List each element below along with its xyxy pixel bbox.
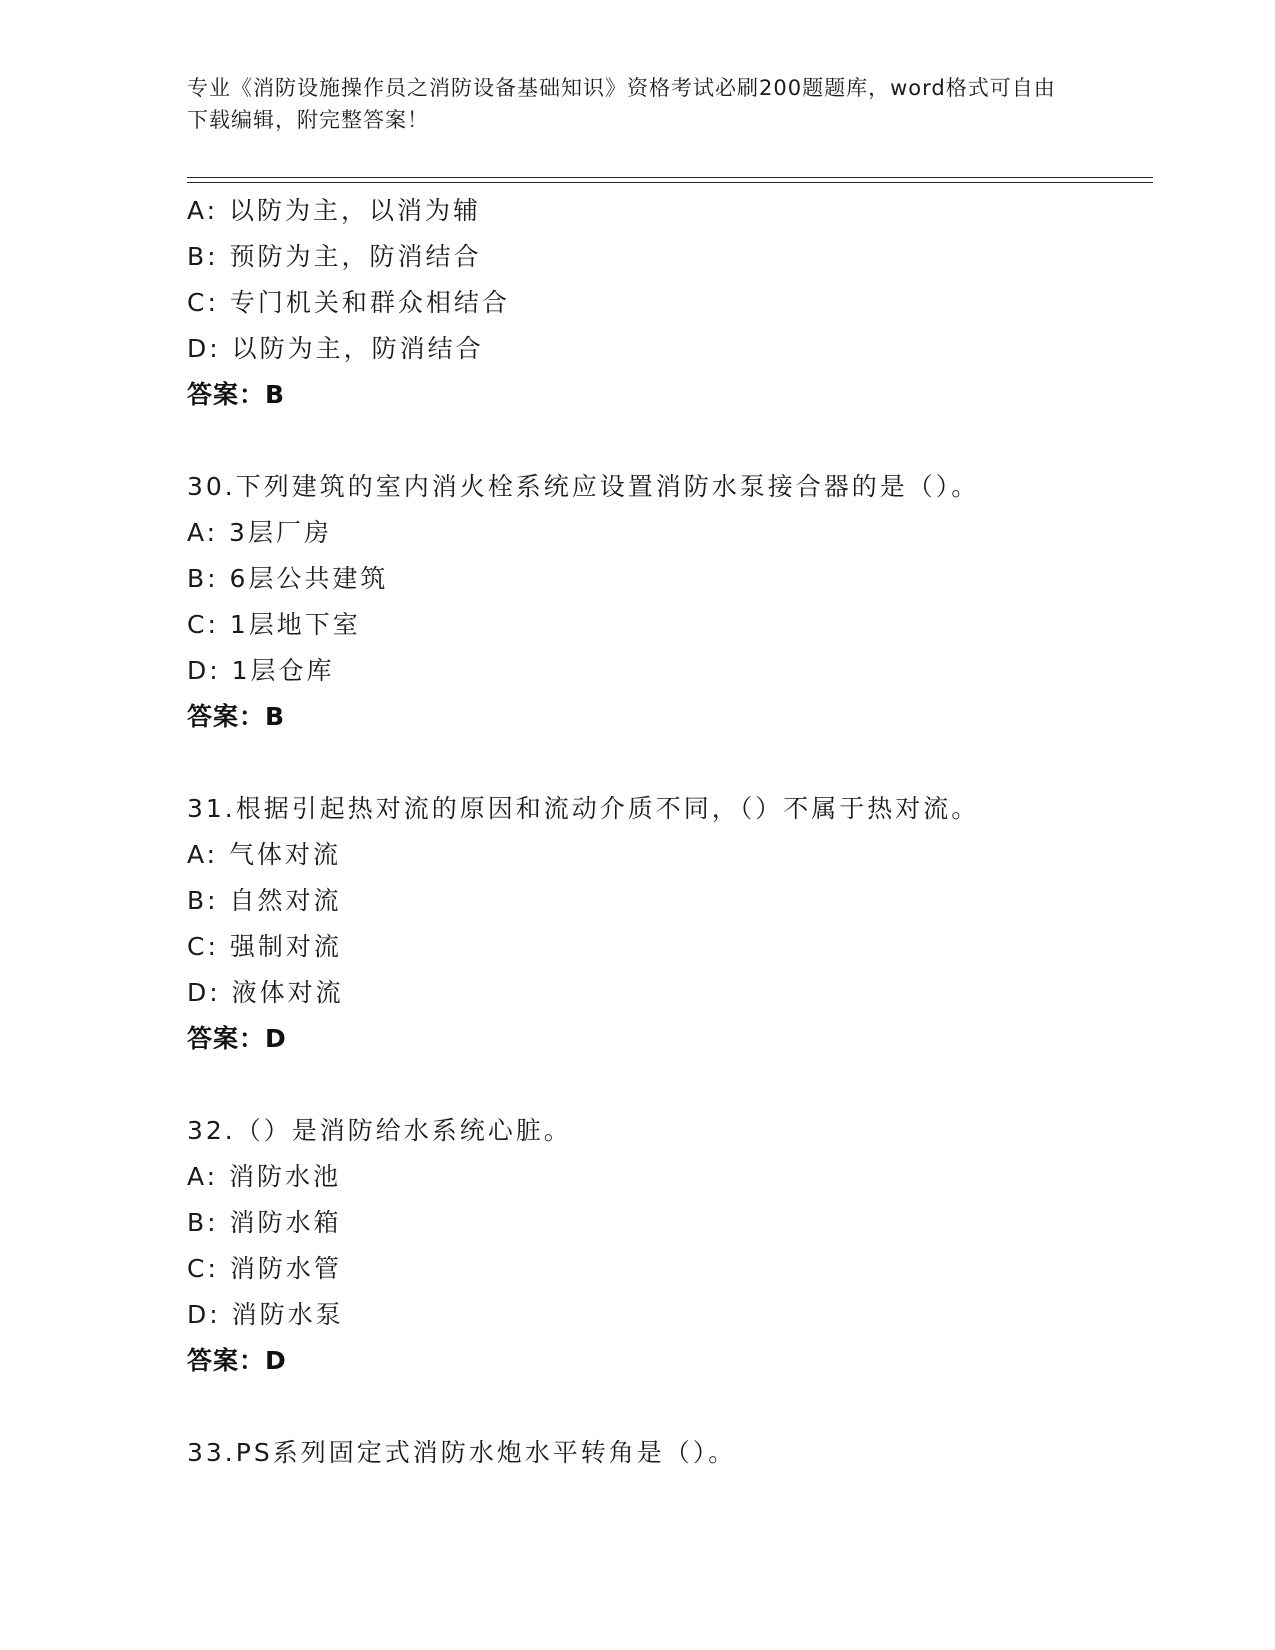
question-stem: 33.PS系列固定式消防水炮水平转角是（）。 xyxy=(187,1438,737,1467)
document-header: 专业《消防设施操作员之消防设备基础知识》资格考试必刷200题题库，word格式可自由下载编辑，附完整答案！ xyxy=(187,76,1056,132)
option-d: D: 液体对流 xyxy=(187,978,344,1007)
option-d: D: 以防为主，防消结合 xyxy=(187,334,484,363)
question-content xyxy=(187,188,1153,1476)
question-stem: 32.（）是消防给水系统心脏。 xyxy=(187,1116,572,1145)
question-block-29 xyxy=(187,188,1153,418)
option-a: A: 消防水池 xyxy=(187,1162,342,1191)
option-b: B: 6层公共建筑 xyxy=(187,564,389,593)
question-block-31 xyxy=(187,786,1153,1062)
option-a: A: 3层厂房 xyxy=(187,518,332,547)
option-a: A: 以防为主，以消为辅 xyxy=(187,196,482,225)
answer-label: 答案：B xyxy=(187,702,286,731)
answer-label: 答案：D xyxy=(187,1024,287,1053)
option-a: A: 气体对流 xyxy=(187,840,342,869)
option-c: C: 1层地下室 xyxy=(187,610,361,639)
option-c: C: 消防水管 xyxy=(187,1254,342,1283)
header-rule-top xyxy=(187,177,1153,178)
spacer xyxy=(187,740,1153,786)
option-b: B: 消防水箱 xyxy=(187,1208,342,1237)
question-stem: 30.下列建筑的室内消火栓系统应设置消防水泵接合器的是（）。 xyxy=(187,472,980,501)
spacer xyxy=(187,1062,1153,1108)
question-block-33 xyxy=(187,1430,1153,1476)
answer-label: 答案：B xyxy=(187,380,286,409)
option-d: D: 消防水泵 xyxy=(187,1300,344,1329)
question-stem: 31.根据引起热对流的原因和流动介质不同，（）不属于热对流。 xyxy=(187,794,980,823)
option-c: C: 专门机关和群众相结合 xyxy=(187,288,510,317)
option-b: B: 预防为主，防消结合 xyxy=(187,242,482,271)
spacer xyxy=(187,418,1153,464)
spacer xyxy=(187,1384,1153,1430)
question-block-30 xyxy=(187,464,1153,740)
answer-label: 答案：D xyxy=(187,1346,287,1375)
header-rule-bottom xyxy=(187,182,1153,183)
option-c: C: 强制对流 xyxy=(187,932,342,961)
question-block-32 xyxy=(187,1108,1153,1384)
option-d: D: 1层仓库 xyxy=(187,656,335,685)
option-b: B: 自然对流 xyxy=(187,886,342,915)
